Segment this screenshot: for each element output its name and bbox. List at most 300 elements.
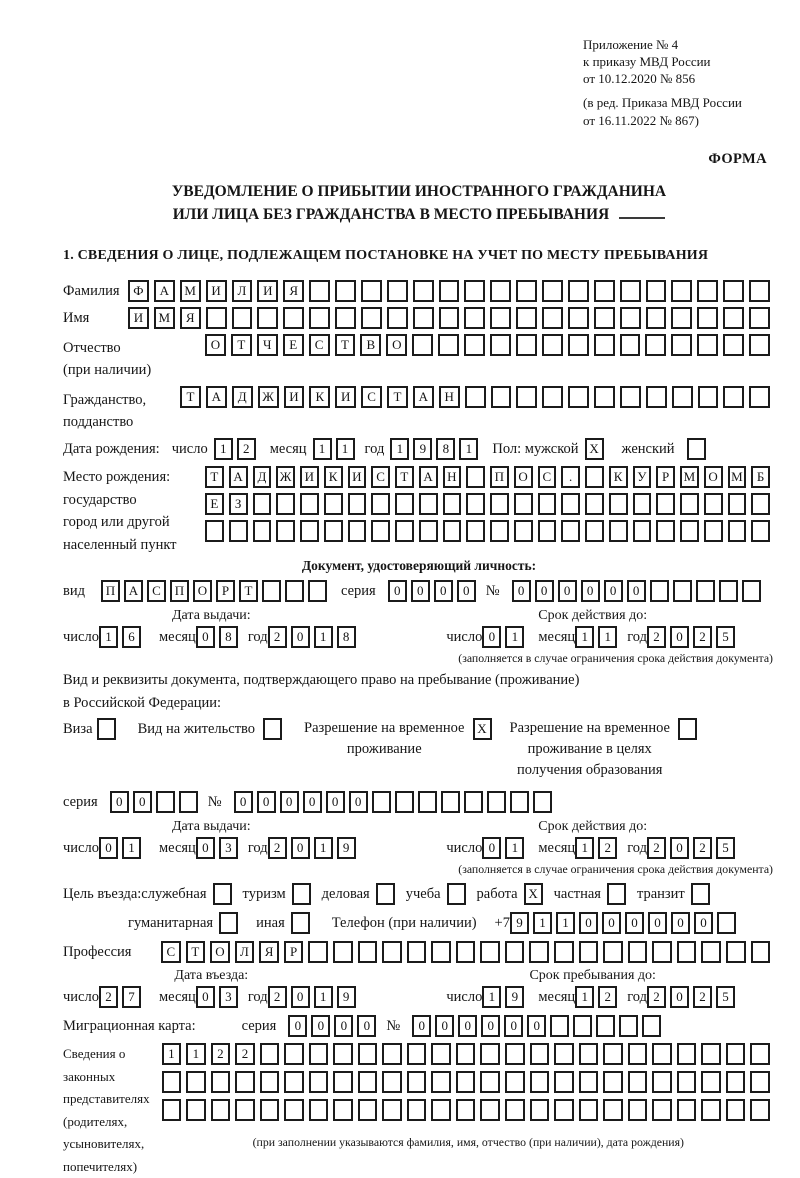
char-cell[interactable]: 0 [670, 626, 689, 648]
char-cell[interactable]: 0 [458, 1015, 477, 1037]
char-cell[interactable]: 2 [693, 986, 712, 1008]
char-cell[interactable]: 2 [693, 837, 712, 859]
char-cell[interactable] [371, 493, 390, 515]
char-cell[interactable] [646, 386, 667, 408]
char-cell[interactable]: И [300, 466, 319, 488]
char-cell[interactable] [229, 520, 248, 542]
char-cell[interactable] [205, 520, 224, 542]
char-cell[interactable] [646, 307, 667, 329]
char-cell[interactable] [516, 307, 537, 329]
char-cell[interactable]: 0 [234, 791, 253, 813]
char-cell[interactable] [371, 520, 390, 542]
char-cell[interactable] [284, 1043, 304, 1065]
char-cell[interactable]: 9 [337, 986, 356, 1008]
char-cell[interactable]: 2 [211, 1043, 231, 1065]
char-cell[interactable] [568, 307, 589, 329]
char-cell[interactable]: 0 [671, 912, 690, 934]
char-cell[interactable] [284, 1071, 304, 1093]
char-cell[interactable] [162, 1099, 182, 1121]
char-cell[interactable]: 2 [99, 986, 118, 1008]
char-cell[interactable] [407, 1071, 427, 1093]
char-cell[interactable]: И [206, 280, 227, 302]
char-cell[interactable] [407, 1099, 427, 1121]
char-cell[interactable] [603, 1071, 623, 1093]
char-cell[interactable]: 1 [214, 438, 233, 460]
char-cell[interactable] [723, 307, 744, 329]
char-cell[interactable] [628, 1043, 648, 1065]
char-cell[interactable] [464, 280, 485, 302]
char-cell[interactable] [361, 307, 382, 329]
char-cell[interactable]: 2 [237, 438, 256, 460]
char-cell[interactable]: У [633, 466, 652, 488]
char-cell[interactable]: М [154, 307, 175, 329]
char-cell[interactable] [447, 883, 466, 905]
char-cell[interactable] [585, 493, 604, 515]
char-cell[interactable] [490, 520, 509, 542]
char-cell[interactable] [335, 307, 356, 329]
char-cell[interactable] [253, 493, 272, 515]
char-cell[interactable] [382, 1071, 402, 1093]
char-cell[interactable] [387, 307, 408, 329]
char-cell[interactable]: С [161, 941, 181, 963]
char-cell[interactable] [491, 386, 512, 408]
char-cell[interactable] [505, 1071, 525, 1093]
char-cell[interactable]: 1 [533, 912, 552, 934]
char-cell[interactable] [723, 334, 744, 356]
char-cell[interactable] [376, 883, 395, 905]
char-cell[interactable] [633, 493, 652, 515]
char-cell[interactable]: К [309, 386, 330, 408]
char-cell[interactable] [465, 386, 486, 408]
char-cell[interactable] [609, 520, 628, 542]
char-cell[interactable] [633, 520, 652, 542]
char-cell[interactable] [361, 280, 382, 302]
char-cell[interactable] [550, 1015, 569, 1037]
char-cell[interactable] [419, 493, 438, 515]
char-cell[interactable] [395, 520, 414, 542]
char-cell[interactable] [701, 1099, 721, 1121]
char-cell[interactable]: 0 [291, 986, 310, 1008]
char-cell[interactable] [358, 1071, 378, 1093]
char-cell[interactable] [372, 791, 391, 813]
char-cell[interactable] [466, 493, 485, 515]
char-cell[interactable]: Т [239, 580, 258, 602]
char-cell[interactable]: 0 [457, 580, 476, 602]
char-cell[interactable]: Е [205, 493, 224, 515]
char-cell[interactable]: 2 [693, 626, 712, 648]
char-cell[interactable] [568, 334, 589, 356]
char-cell[interactable]: К [609, 466, 628, 488]
char-cell[interactable] [480, 1071, 500, 1093]
char-cell[interactable] [211, 1099, 231, 1121]
char-cell[interactable]: 0 [110, 791, 129, 813]
char-cell[interactable] [443, 520, 462, 542]
char-cell[interactable]: 1 [336, 438, 355, 460]
char-cell[interactable] [514, 520, 533, 542]
char-cell[interactable] [554, 941, 574, 963]
char-cell[interactable]: 2 [647, 986, 666, 1008]
char-cell[interactable]: 0 [535, 580, 554, 602]
char-cell[interactable]: 0 [257, 791, 276, 813]
char-cell[interactable] [309, 280, 330, 302]
char-cell[interactable] [419, 520, 438, 542]
char-cell[interactable]: О [386, 334, 407, 356]
char-cell[interactable]: 0 [196, 837, 215, 859]
char-cell[interactable] [382, 941, 402, 963]
char-cell[interactable] [235, 1099, 255, 1121]
char-cell[interactable] [750, 1071, 770, 1093]
char-cell[interactable]: Ф [128, 280, 149, 302]
char-cell[interactable] [418, 791, 437, 813]
char-cell[interactable] [333, 941, 353, 963]
char-cell[interactable]: Р [656, 466, 675, 488]
char-cell[interactable] [324, 520, 343, 542]
char-cell[interactable] [308, 580, 327, 602]
char-cell[interactable] [213, 883, 232, 905]
char-cell[interactable]: Л [235, 941, 255, 963]
char-cell[interactable]: 1 [99, 626, 118, 648]
char-cell[interactable] [742, 580, 761, 602]
char-cell[interactable]: 1 [482, 986, 501, 1008]
char-cell[interactable] [439, 280, 460, 302]
char-cell[interactable] [728, 520, 747, 542]
char-cell[interactable] [656, 493, 675, 515]
char-cell[interactable] [678, 718, 697, 740]
char-cell[interactable]: З [229, 493, 248, 515]
char-cell[interactable] [530, 1071, 550, 1093]
char-cell[interactable]: 1 [556, 912, 575, 934]
char-cell[interactable] [292, 883, 311, 905]
char-cell[interactable] [333, 1043, 353, 1065]
char-cell[interactable] [538, 493, 557, 515]
char-cell[interactable] [691, 883, 710, 905]
char-cell[interactable]: 0 [602, 912, 621, 934]
char-cell[interactable] [579, 941, 599, 963]
char-cell[interactable] [579, 1071, 599, 1093]
char-cell[interactable] [687, 438, 706, 460]
char-cell[interactable]: Ч [257, 334, 278, 356]
char-cell[interactable]: Т [231, 334, 252, 356]
char-cell[interactable] [219, 912, 238, 934]
char-cell[interactable] [671, 334, 692, 356]
char-cell[interactable]: 0 [648, 912, 667, 934]
char-cell[interactable] [464, 791, 483, 813]
char-cell[interactable]: О [704, 466, 723, 488]
char-cell[interactable]: Р [284, 941, 304, 963]
char-cell[interactable] [333, 1071, 353, 1093]
char-cell[interactable] [671, 280, 692, 302]
char-cell[interactable] [723, 280, 744, 302]
char-cell[interactable] [726, 1043, 746, 1065]
char-cell[interactable]: 0 [512, 580, 531, 602]
char-cell[interactable]: И [335, 386, 356, 408]
char-cell[interactable] [704, 493, 723, 515]
char-cell[interactable] [596, 1015, 615, 1037]
char-cell[interactable]: И [257, 280, 278, 302]
char-cell[interactable] [358, 1043, 378, 1065]
char-cell[interactable]: 5 [716, 626, 735, 648]
char-cell[interactable]: Д [232, 386, 253, 408]
char-cell[interactable] [308, 941, 328, 963]
char-cell[interactable]: Д [253, 466, 272, 488]
char-cell[interactable]: 0 [349, 791, 368, 813]
char-cell[interactable] [276, 520, 295, 542]
char-cell[interactable] [701, 941, 721, 963]
char-cell[interactable] [505, 1099, 525, 1121]
char-cell[interactable] [750, 1099, 770, 1121]
char-cell[interactable] [529, 941, 549, 963]
char-cell[interactable] [284, 1099, 304, 1121]
char-cell[interactable]: М [180, 280, 201, 302]
char-cell[interactable]: Я [259, 941, 279, 963]
char-cell[interactable] [456, 1099, 476, 1121]
char-cell[interactable]: М [680, 466, 699, 488]
char-cell[interactable] [487, 791, 506, 813]
char-cell[interactable]: П [170, 580, 189, 602]
char-cell[interactable] [751, 520, 770, 542]
char-cell[interactable] [530, 1099, 550, 1121]
char-cell[interactable]: И [128, 307, 149, 329]
char-cell[interactable]: 1 [459, 438, 478, 460]
char-cell[interactable]: А [124, 580, 143, 602]
char-cell[interactable] [263, 718, 282, 740]
char-cell[interactable] [412, 334, 433, 356]
char-cell[interactable]: К [324, 466, 343, 488]
char-cell[interactable]: 1 [598, 626, 617, 648]
char-cell[interactable]: О [514, 466, 533, 488]
char-cell[interactable] [594, 280, 615, 302]
char-cell[interactable]: 2 [268, 986, 287, 1008]
char-cell[interactable] [456, 1043, 476, 1065]
char-cell[interactable]: Т [335, 334, 356, 356]
char-cell[interactable]: А [229, 466, 248, 488]
char-cell[interactable] [579, 1099, 599, 1121]
char-cell[interactable]: 8 [436, 438, 455, 460]
char-cell[interactable] [466, 520, 485, 542]
char-cell[interactable] [480, 1043, 500, 1065]
char-cell[interactable]: 1 [390, 438, 409, 460]
char-cell[interactable] [620, 280, 641, 302]
char-cell[interactable]: X [524, 883, 543, 905]
char-cell[interactable] [480, 1099, 500, 1121]
char-cell[interactable] [395, 493, 414, 515]
char-cell[interactable] [387, 280, 408, 302]
char-cell[interactable]: 1 [122, 837, 141, 859]
char-cell[interactable] [561, 520, 580, 542]
char-cell[interactable]: 0 [357, 1015, 376, 1037]
char-cell[interactable] [441, 791, 460, 813]
char-cell[interactable] [671, 307, 692, 329]
char-cell[interactable] [490, 334, 511, 356]
char-cell[interactable] [324, 493, 343, 515]
char-cell[interactable] [751, 493, 770, 515]
char-cell[interactable] [585, 520, 604, 542]
char-cell[interactable] [300, 520, 319, 542]
char-cell[interactable]: 1 [162, 1043, 182, 1065]
char-cell[interactable] [438, 334, 459, 356]
char-cell[interactable] [749, 334, 770, 356]
char-cell[interactable] [456, 941, 476, 963]
char-cell[interactable]: Р [216, 580, 235, 602]
char-cell[interactable] [235, 1071, 255, 1093]
char-cell[interactable]: 0 [291, 837, 310, 859]
char-cell[interactable] [680, 520, 699, 542]
char-cell[interactable]: 8 [219, 626, 238, 648]
char-cell[interactable]: 2 [268, 837, 287, 859]
char-cell[interactable] [677, 1071, 697, 1093]
char-cell[interactable] [530, 1043, 550, 1065]
char-cell[interactable]: . [561, 466, 580, 488]
char-cell[interactable] [431, 1071, 451, 1093]
char-cell[interactable] [186, 1071, 206, 1093]
char-cell[interactable] [719, 580, 738, 602]
char-cell[interactable]: 1 [186, 1043, 206, 1065]
char-cell[interactable] [751, 941, 771, 963]
char-cell[interactable]: Я [180, 307, 201, 329]
char-cell[interactable] [594, 334, 615, 356]
char-cell[interactable] [728, 493, 747, 515]
char-cell[interactable]: 0 [581, 580, 600, 602]
char-cell[interactable] [697, 307, 718, 329]
char-cell[interactable] [431, 941, 451, 963]
char-cell[interactable] [253, 520, 272, 542]
char-cell[interactable]: Ж [276, 466, 295, 488]
char-cell[interactable]: 0 [627, 580, 646, 602]
char-cell[interactable]: 2 [647, 626, 666, 648]
char-cell[interactable]: 9 [413, 438, 432, 460]
char-cell[interactable] [619, 1015, 638, 1037]
char-cell[interactable] [628, 1071, 648, 1093]
char-cell[interactable]: 2 [268, 626, 287, 648]
char-cell[interactable]: 0 [280, 791, 299, 813]
char-cell[interactable] [642, 1015, 661, 1037]
char-cell[interactable] [464, 334, 485, 356]
char-cell[interactable]: X [473, 718, 492, 740]
char-cell[interactable] [677, 1043, 697, 1065]
char-cell[interactable] [510, 791, 529, 813]
char-cell[interactable] [285, 580, 304, 602]
char-cell[interactable] [680, 493, 699, 515]
char-cell[interactable]: А [206, 386, 227, 408]
char-cell[interactable] [505, 941, 525, 963]
char-cell[interactable]: Т [186, 941, 206, 963]
char-cell[interactable] [413, 280, 434, 302]
char-cell[interactable] [650, 580, 669, 602]
char-cell[interactable] [609, 493, 628, 515]
char-cell[interactable]: 0 [625, 912, 644, 934]
char-cell[interactable]: 1 [314, 626, 333, 648]
char-cell[interactable] [603, 1099, 623, 1121]
char-cell[interactable]: 5 [716, 837, 735, 859]
char-cell[interactable] [179, 791, 198, 813]
char-cell[interactable] [505, 1043, 525, 1065]
char-cell[interactable] [594, 307, 615, 329]
char-cell[interactable] [750, 1043, 770, 1065]
char-cell[interactable]: 1 [314, 986, 333, 1008]
char-cell[interactable] [542, 307, 563, 329]
char-cell[interactable]: 0 [435, 1015, 454, 1037]
char-cell[interactable]: Ж [258, 386, 279, 408]
char-cell[interactable] [490, 280, 511, 302]
char-cell[interactable] [300, 493, 319, 515]
char-cell[interactable]: 0 [434, 580, 453, 602]
char-cell[interactable]: 0 [326, 791, 345, 813]
char-cell[interactable]: 1 [313, 438, 332, 460]
char-cell[interactable] [717, 912, 736, 934]
char-cell[interactable] [490, 307, 511, 329]
char-cell[interactable] [407, 941, 427, 963]
char-cell[interactable]: 2 [598, 986, 617, 1008]
char-cell[interactable]: Т [387, 386, 408, 408]
char-cell[interactable]: X [585, 438, 604, 460]
char-cell[interactable] [97, 718, 116, 740]
char-cell[interactable] [628, 941, 648, 963]
char-cell[interactable]: 0 [604, 580, 623, 602]
char-cell[interactable] [723, 386, 744, 408]
char-cell[interactable]: 0 [303, 791, 322, 813]
char-cell[interactable] [542, 386, 563, 408]
char-cell[interactable] [573, 1015, 592, 1037]
char-cell[interactable] [652, 941, 672, 963]
char-cell[interactable] [646, 280, 667, 302]
char-cell[interactable]: 9 [337, 837, 356, 859]
char-cell[interactable] [309, 1099, 329, 1121]
char-cell[interactable] [358, 1099, 378, 1121]
char-cell[interactable]: 0 [411, 580, 430, 602]
char-cell[interactable]: 0 [670, 986, 689, 1008]
char-cell[interactable]: 0 [311, 1015, 330, 1037]
char-cell[interactable] [749, 307, 770, 329]
char-cell[interactable] [516, 334, 537, 356]
char-cell[interactable]: 0 [694, 912, 713, 934]
char-cell[interactable]: П [490, 466, 509, 488]
char-cell[interactable] [431, 1099, 451, 1121]
char-cell[interactable] [542, 334, 563, 356]
char-cell[interactable]: М [728, 466, 747, 488]
char-cell[interactable] [677, 1099, 697, 1121]
char-cell[interactable] [672, 386, 693, 408]
char-cell[interactable]: 7 [122, 986, 141, 1008]
char-cell[interactable] [260, 1099, 280, 1121]
char-cell[interactable]: 3 [219, 986, 238, 1008]
char-cell[interactable] [568, 386, 589, 408]
char-cell[interactable] [309, 1043, 329, 1065]
char-cell[interactable] [554, 1043, 574, 1065]
char-cell[interactable] [358, 941, 378, 963]
char-cell[interactable] [333, 1099, 353, 1121]
char-cell[interactable] [382, 1043, 402, 1065]
char-cell[interactable]: О [210, 941, 230, 963]
char-cell[interactable] [232, 307, 253, 329]
char-cell[interactable]: 8 [337, 626, 356, 648]
char-cell[interactable]: 0 [133, 791, 152, 813]
char-cell[interactable]: Я [283, 280, 304, 302]
char-cell[interactable]: 0 [291, 626, 310, 648]
char-cell[interactable]: 0 [334, 1015, 353, 1037]
char-cell[interactable] [395, 791, 414, 813]
char-cell[interactable]: Т [205, 466, 224, 488]
char-cell[interactable]: О [193, 580, 212, 602]
char-cell[interactable] [620, 386, 641, 408]
char-cell[interactable] [726, 941, 746, 963]
char-cell[interactable]: 0 [99, 837, 118, 859]
char-cell[interactable] [568, 280, 589, 302]
char-cell[interactable] [726, 1099, 746, 1121]
char-cell[interactable] [480, 941, 500, 963]
char-cell[interactable]: С [371, 466, 390, 488]
char-cell[interactable] [260, 1071, 280, 1093]
char-cell[interactable]: 9 [510, 912, 529, 934]
